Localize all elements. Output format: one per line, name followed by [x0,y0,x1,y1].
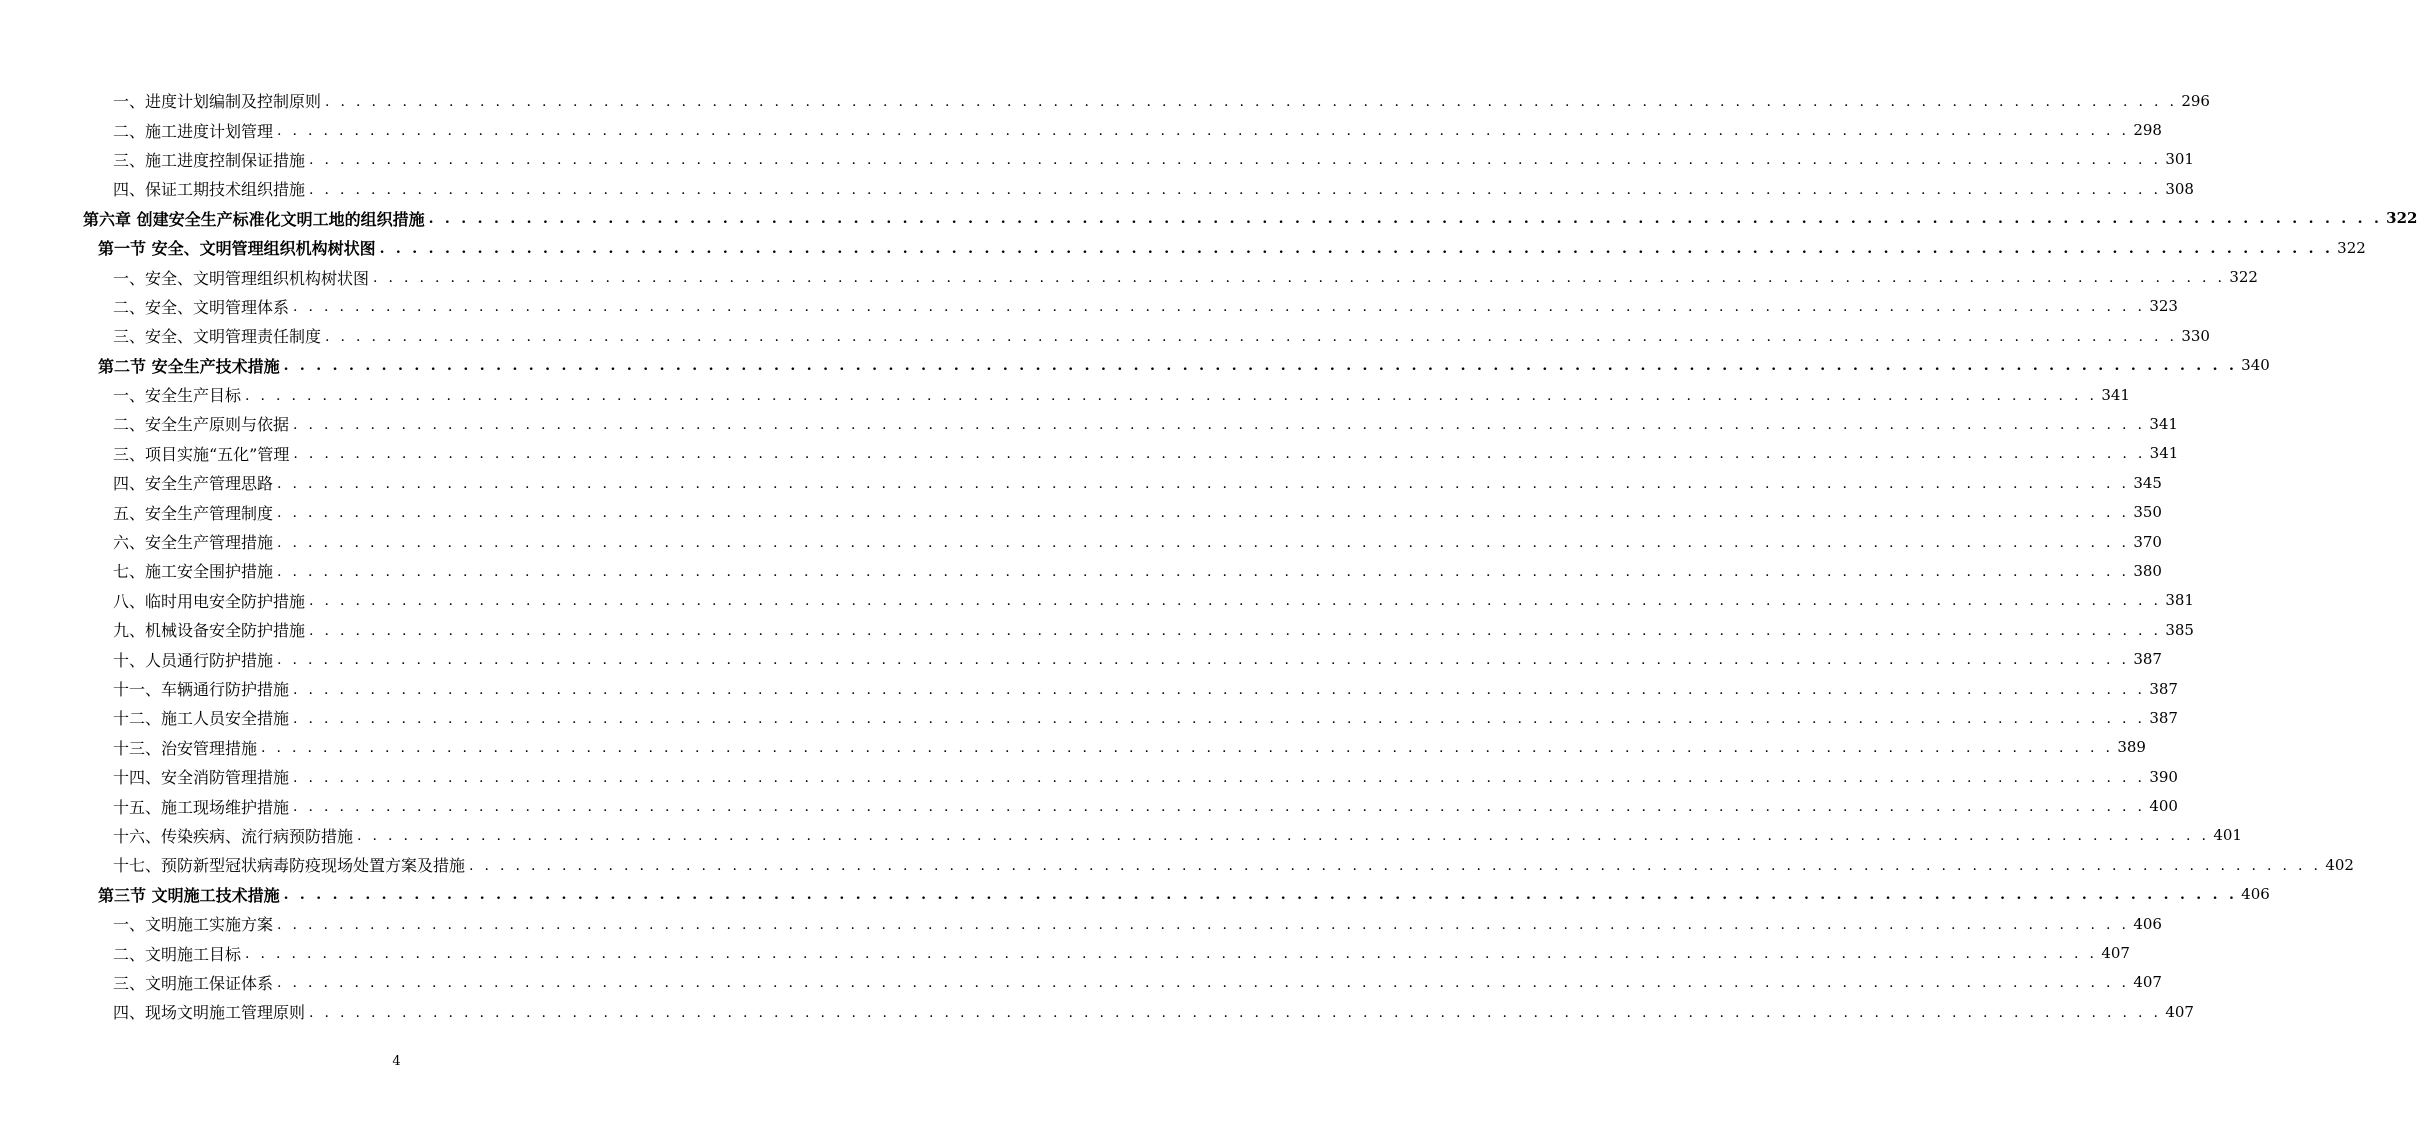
toc-entry-page: 370 [2133,532,2162,551]
toc-item[interactable] [0,115,2162,144]
toc-entry-title: 二、安全生产原则与依据 [113,415,290,435]
toc-entry-title: 十、人员通行防护措施 [113,650,274,670]
toc-section[interactable] [0,233,2366,262]
toc-entry-title: 五、安全生产管理制度 [113,503,274,523]
toc-entry-page: 341 [2149,444,2179,463]
toc-item[interactable] [0,997,2194,1026]
toc-item[interactable] [0,909,2162,938]
toc-entry-title: 一、安全生产目标 [113,386,242,406]
toc-entry-page: 385 [2165,620,2194,639]
dot-leader: . . . . . . . . . . . . . . . . . . . . . . . . . . . . . . . . . . . . . . . . . . . . . . . . . . . . . . . . . . . . . . . . . . . . . . . . . . . . . . . . . . . . . . . . . . . . . . . . . . . . . . . . . . . . . . . . . . . . . . . . [293,710,2146,727]
dot-leader: . . . . . . . . . . . . . . . . . . . . . . . . . . . . . . . . . . . . . . . . . . . . . . . . . . . . . . . . . . . . . . . . . . . . . . . . . . . . . . . . . . . . . . . . . . . . . . . . . . . . . . . . . . . . . . . . . . . . . . . . [293,299,2146,316]
toc-entry-page: 308 [2165,179,2194,198]
toc-entry-title: 二、安全、文明管理体系 [113,297,290,317]
toc-item[interactable] [0,409,2178,438]
dot-leader: . . . . . . . . . . . . . . . . . . . . . . . . . . . . . . . . . . . . . . . . . . . . . . . . . . . . . . . . . . . . . . . . . . . . . . . . . . . . . . . . . . . . . . . . . . . . . . . . . . . . . . . . . . . . . . . . . . . . . . . . [373,270,2226,287]
toc-item[interactable] [0,468,2162,497]
dot-leader: . . . . . . . . . . . . . . . . . . . . . . . . . . . . . . . . . . . . . . . . . . . . . . . . . . . . . . . . . . . . . . . . . . . . . . . . . . . . . . . . . . . . . . . . . . . . . . . . . . . . . . . . . . . . . . . . . . . . . . . . [469,857,2322,874]
toc-item[interactable] [0,527,2162,556]
dot-leader: . . . . . . . . . . . . . . . . . . . . . . . . . . . . . . . . . . . . . . . . . . . . . . . . . . . . . . . . . . . . . . . . . . . . . . . . . . . . . . . . . . . . . . . . . . . . . . . . . . . . . . . . . . . . . . . . . . . . . . . . [309,152,2162,169]
toc-entry-title: 八、临时用电安全防护措施 [113,591,306,611]
table-of-contents [0,86,2417,1027]
dot-leader: . . . . . . . . . . . . . . . . . . . . . . . . . . . . . . . . . . . . . . . . . . . . . . . . . . . . . . . . . . . . . . . . . . . . . . . . . . . . . . . . . . . . . . . . . . . . . . . . . . . . . . . . . . . . . . . . . . . . . . . . [261,740,2114,757]
toc-entry-title: 十二、施工人员安全措施 [113,709,290,729]
dot-leader: . . . . . . . . . . . . . . . . . . . . . . . . . . . . . . . . . . . . . . . . . . . . . . . . . . . . . . . . . . . . . . . . . . . . . . . . . . . . . . . . . . . . . . . . . . . . . . . . . . . . . . . . . . . . . . . . . . . . . . . . [428,211,2383,228]
toc-item[interactable] [0,762,2178,791]
toc-entry-title: 第三节 文明施工技术措施 [98,885,280,905]
toc-entry-title: 第一节 安全、文明管理组织机构树状图 [98,239,376,259]
dot-leader: . . . . . . . . . . . . . . . . . . . . . . . . . . . . . . . . . . . . . . . . . . . . . . . . . . . . . . . . . . . . . . . . . . . . . . . . . . . . . . . . . . . . . . . . . . . . . . . . . . . . . . . . . . . . . . . . . . . . . . . . [245,946,2098,963]
toc-entry-title: 第六章 创建安全生产标准化文明工地的组织措施 [83,209,425,229]
dot-leader: . . . . . . . . . . . . . . . . . . . . . . . . . . . . . . . . . . . . . . . . . . . . . . . . . . . . . . . . . . . . . . . . . . . . . . . . . . . . . . . . . . . . . . . . . . . . . . . . . . . . . . . . . . . . . . . . . . . . . . . . [379,240,2334,257]
toc-entry-title: 四、保证工期技术组织措施 [113,180,306,200]
toc-entry-page: 323 [2149,297,2178,316]
dot-leader: . . . . . . . . . . . . . . . . . . . . . . . . . . . . . . . . . . . . . . . . . . . . . . . . . . . . . . . . . . . . . . . . . . . . . . . . . . . . . . . . . . . . . . . . . . . . . . . . . . . . . . . . . . . . . . . . . . . . . . . . [283,358,2238,375]
dot-leader: . . . . . . . . . . . . . . . . . . . . . . . . . . . . . . . . . . . . . . . . . . . . . . . . . . . . . . . . . . . . . . . . . . . . . . . . . . . . . . . . . . . . . . . . . . . . . . . . . . . . . . . . . . . . . . . . . . . . . . . . [325,93,2178,110]
toc-entry-title: 一、进度计划编制及控制原则 [113,92,322,112]
toc-entry-page: 400 [2149,797,2178,816]
toc-item[interactable] [0,439,2179,468]
page-number: 4 [392,1054,401,1069]
toc-entry-title: 十七、预防新型冠状病毒防疫现场处置方案及措施 [113,856,466,876]
toc-item[interactable] [0,791,2178,820]
toc-entry-page: 387 [2149,708,2178,727]
toc-entry-page: 387 [2133,650,2162,669]
toc-entry-page: 381 [2165,591,2194,610]
dot-leader: . . . . . . . . . . . . . . . . . . . . . . . . . . . . . . . . . . . . . . . . . . . . . . . . . . . . . . . . . . . . . . . . . . . . . . . . . . . . . . . . . . . . . . . . . . . . . . . . . . . . . . . . . . . . . . . . . . . . . . . . [283,887,2238,904]
toc-entry-page: 340 [2241,356,2270,375]
toc-entry-title: 十五、施工现场维护措施 [113,797,290,817]
toc-entry-title: 九、机械设备安全防护措施 [113,621,306,641]
toc-entry-title: 一、文明施工实施方案 [113,915,274,935]
toc-entry-page: 330 [2181,326,2210,345]
toc-entry-page: 407 [2165,1002,2194,1021]
toc-entry-page: 301 [2165,150,2194,169]
dot-leader: . . . . . . . . . . . . . . . . . . . . . . . . . . . . . . . . . . . . . . . . . . . . . . . . . . . . . . . . . . . . . . . . . . . . . . . . . . . . . . . . . . . . . . . . . . . . . . . . . . . . . . . . . . . . . . . . . . . . . . . . [357,828,2210,845]
toc-entry-page: 298 [2133,121,2162,140]
toc-entry-page: 406 [2241,885,2270,904]
toc-entry-page: 406 [2133,914,2162,933]
toc-entry-title: 一、安全、文明管理组织机构树状图 [113,268,370,288]
dot-leader: . . . . . . . . . . . . . . . . . . . . . . . . . . . . . . . . . . . . . . . . . . . . . . . . . . . . . . . . . . . . . . . . . . . . . . . . . . . . . . . . . . . . . . . . . . . . . . . . . . . . . . . . . . . . . . . . . . . . . . . . [277,975,2130,992]
toc-entry-page: 322 [2337,238,2366,257]
toc-entry-page: 387 [2149,679,2178,698]
dot-leader: . . . . . . . . . . . . . . . . . . . . . . . . . . . . . . . . . . . . . . . . . . . . . . . . . . . . . . . . . . . . . . . . . . . . . . . . . . . . . . . . . . . . . . . . . . . . . . . . . . . . . . . . . . . . . . . . . . . . . . . . [277,475,2130,492]
dot-leader: . . . . . . . . . . . . . . . . . . . . . . . . . . . . . . . . . . . . . . . . . . . . . . . . . . . . . . . . . . . . . . . . . . . . . . . . . . . . . . . . . . . . . . . . . . . . . . . . . . . . . . . . . . . . . . . . . . . . . . . . [309,593,2162,610]
dot-leader: . . . . . . . . . . . . . . . . . . . . . . . . . . . . . . . . . . . . . . . . . . . . . . . . . . . . . . . . . . . . . . . . . . . . . . . . . . . . . . . . . . . . . . . . . . . . . . . . . . . . . . . . . . . . . . . . . . . . . . . . [245,387,2098,404]
toc-item[interactable] [0,497,2162,526]
toc-item[interactable] [0,586,2194,615]
toc-item[interactable] [0,321,2210,350]
dot-leader: . . . . . . . . . . . . . . . . . . . . . . . . . . . . . . . . . . . . . . . . . . . . . . . . . . . . . . . . . . . . . . . . . . . . . . . . . . . . . . . . . . . . . . . . . . . . . . . . . . . . . . . . . . . . . . . . . . . . . . . . [277,534,2130,551]
toc-section[interactable] [0,880,2270,909]
toc-entry-title: 四、安全生产管理思路 [113,474,274,494]
toc-item[interactable] [0,174,2194,203]
dot-leader: . . . . . . . . . . . . . . . . . . . . . . . . . . . . . . . . . . . . . . . . . . . . . . . . . . . . . . . . . . . . . . . . . . . . . . . . . . . . . . . . . . . . . . . . . . . . . . . . . . . . . . . . . . . . . . . . . . . . . . . . [277,505,2130,522]
dot-leader: . . . . . . . . . . . . . . . . . . . . . . . . . . . . . . . . . . . . . . . . . . . . . . . . . . . . . . . . . . . . . . . . . . . . . . . . . . . . . . . . . . . . . . . . . . . . . . . . . . . . . . . . . . . . . . . . . . . . . . . . [309,1004,2162,1021]
dot-leader: . . . . . . . . . . . . . . . . . . . . . . . . . . . . . . . . . . . . . . . . . . . . . . . . . . . . . . . . . . . . . . . . . . . . . . . . . . . . . . . . . . . . . . . . . . . . . . . . . . . . . . . . . . . . . . . . . . . . . . . . [293,799,2146,816]
toc-entry-title: 六、安全生产管理措施 [113,533,274,553]
dot-leader: . . . . . . . . . . . . . . . . . . . . . . . . . . . . . . . . . . . . . . . . . . . . . . . . . . . . . . . . . . . . . . . . . . . . . . . . . . . . . . . . . . . . . . . . . . . . . . . . . . . . . . . . . . . . . . . . . . . . . . . . [277,916,2130,933]
toc-entry-page: 322 [2229,268,2258,287]
toc-item[interactable] [0,145,2194,174]
toc-entry-page: 322 [2386,209,2417,228]
toc-entry-title: 十一、车辆通行防护措施 [113,680,290,699]
toc-entry-page: 350 [2133,503,2162,522]
toc-entry-title: 二、施工进度计划管理 [113,121,274,141]
toc-entry-page: 407 [2101,944,2130,963]
toc-entry-title: 十四、安全消防管理措施 [113,768,290,788]
toc-entry-page: 341 [2149,414,2178,433]
dot-leader: . . . . . . . . . . . . . . . . . . . . . . . . . . . . . . . . . . . . . . . . . . . . . . . . . . . . . . . . . . . . . . . . . . . . . . . . . . . . . . . . . . . . . . . . . . . . . . . . . . . . . . . . . . . . . . . . . . . . . . . . [293,446,2146,463]
dot-leader: . . . . . . . . . . . . . . . . . . . . . . . . . . . . . . . . . . . . . . . . . . . . . . . . . . . . . . . . . . . . . . . . . . . . . . . . . . . . . . . . . . . . . . . . . . . . . . . . . . . . . . . . . . . . . . . . . . . . . . . . [293,416,2146,433]
toc-item[interactable] [0,262,2258,291]
toc-item[interactable] [0,733,2146,762]
toc-entry-page: 296 [2181,91,2210,110]
toc-item[interactable] [0,556,2162,585]
toc-item[interactable] [0,703,2178,732]
toc-entry-title: 七、施工安全围护措施 [113,562,274,582]
toc-item[interactable] [0,968,2162,997]
dot-leader: . . . . . . . . . . . . . . . . . . . . . . . . . . . . . . . . . . . . . . . . . . . . . . . . . . . . . . . . . . . . . . . . . . . . . . . . . . . . . . . . . . . . . . . . . . . . . . . . . . . . . . . . . . . . . . . . . . . . . . . . [293,681,2146,698]
toc-item[interactable] [0,615,2194,644]
toc-entry-page: 341 [2101,385,2130,404]
dot-leader: . . . . . . . . . . . . . . . . . . . . . . . . . . . . . . . . . . . . . . . . . . . . . . . . . . . . . . . . . . . . . . . . . . . . . . . . . . . . . . . . . . . . . . . . . . . . . . . . . . . . . . . . . . . . . . . . . . . . . . . . [309,622,2162,639]
toc-entry-title: 三、安全、文明管理责任制度 [113,327,322,347]
toc-entry-page: 389 [2117,738,2146,757]
toc-item[interactable] [0,821,2242,850]
toc-chapter[interactable] [0,204,2417,233]
toc-entry-title: 三、施工进度控制保证措施 [113,150,306,170]
toc-item[interactable] [0,86,2210,115]
toc-item[interactable] [0,644,2162,673]
toc-entry-page: 345 [2133,473,2162,492]
dot-leader: . . . . . . . . . . . . . . . . . . . . . . . . . . . . . . . . . . . . . . . . . . . . . . . . . . . . . . . . . . . . . . . . . . . . . . . . . . . . . . . . . . . . . . . . . . . . . . . . . . . . . . . . . . . . . . . . . . . . . . . . [277,123,2130,140]
toc-entry-title: 三、文明施工保证体系 [113,973,274,993]
dot-leader: . . . . . . . . . . . . . . . . . . . . . . . . . . . . . . . . . . . . . . . . . . . . . . . . . . . . . . . . . . . . . . . . . . . . . . . . . . . . . . . . . . . . . . . . . . . . . . . . . . . . . . . . . . . . . . . . . . . . . . . . [277,652,2130,669]
toc-item[interactable] [0,938,2130,967]
toc-entry-title: 四、现场文明施工管理原则 [113,1003,306,1023]
toc-entry-title: 十六、传染疾病、流行病预防措施 [113,826,354,846]
toc-entry-page: 407 [2133,973,2162,992]
dot-leader: . . . . . . . . . . . . . . . . . . . . . . . . . . . . . . . . . . . . . . . . . . . . . . . . . . . . . . . . . . . . . . . . . . . . . . . . . . . . . . . . . . . . . . . . . . . . . . . . . . . . . . . . . . . . . . . . . . . . . . . . [277,563,2130,580]
toc-item[interactable] [0,292,2178,321]
toc-entry-title: 十三、治安管理措施 [113,738,258,758]
toc-entry-page: 390 [2149,767,2178,786]
toc-entry-page: 402 [2325,855,2354,874]
toc-item[interactable] [0,850,2354,879]
toc-entry-title: 二、文明施工目标 [113,944,242,964]
dot-leader: . . . . . . . . . . . . . . . . . . . . . . . . . . . . . . . . . . . . . . . . . . . . . . . . . . . . . . . . . . . . . . . . . . . . . . . . . . . . . . . . . . . . . . . . . . . . . . . . . . . . . . . . . . . . . . . . . . . . . . . . [325,328,2178,345]
toc-entry-title: 第二节 安全生产技术措施 [98,356,280,376]
toc-entry-page: 401 [2213,826,2242,845]
toc-item[interactable] [0,674,2178,703]
dot-leader: . . . . . . . . . . . . . . . . . . . . . . . . . . . . . . . . . . . . . . . . . . . . . . . . . . . . . . . . . . . . . . . . . . . . . . . . . . . . . . . . . . . . . . . . . . . . . . . . . . . . . . . . . . . . . . . . . . . . . . . . [293,769,2146,786]
toc-entry-page: 380 [2133,561,2162,580]
toc-section[interactable] [0,351,2270,380]
toc-item[interactable] [0,380,2130,409]
toc-entry-title: 三、项目实施“五化”管理 [113,444,290,464]
dot-leader: . . . . . . . . . . . . . . . . . . . . . . . . . . . . . . . . . . . . . . . . . . . . . . . . . . . . . . . . . . . . . . . . . . . . . . . . . . . . . . . . . . . . . . . . . . . . . . . . . . . . . . . . . . . . . . . . . . . . . . . . [309,181,2162,198]
